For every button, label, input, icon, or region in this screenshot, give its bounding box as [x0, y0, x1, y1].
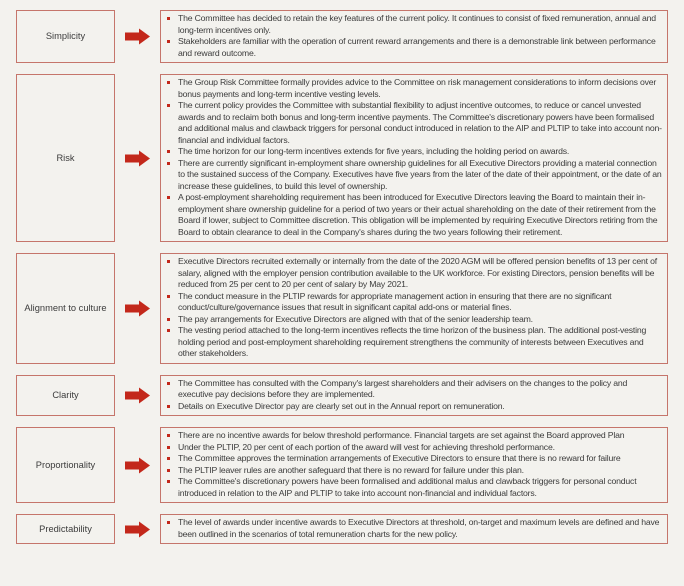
section-row-predictability: [16, 514, 668, 544]
bullet-square-icon: [167, 318, 170, 321]
bullet-square-icon: [167, 521, 170, 524]
section-bullets-box: [160, 427, 668, 503]
bullet-text: There are no incentive awards for below threshold performance. Financial targets are set against the Board approved Plan: [178, 430, 625, 440]
bullet-item: [165, 77, 662, 100]
bullet-square-icon: [167, 469, 170, 472]
section-label: Proportionality: [35, 459, 96, 470]
bullet-text: The vesting period attached to the long-term incentives reflects the time horizon of the business plan. The additional post-vesting holding period and post-employment shareholding requirement strengthens the community of interests between Executives and other stakeholders.: [178, 325, 647, 358]
section-label-box: [16, 514, 115, 544]
section-label-box: [16, 427, 115, 503]
bullet-square-icon: [167, 434, 170, 437]
bullet-text: The Group Risk Committee formally provides advice to the Committee on risk management considerations to inform decisions over bonus payments and long-term incentive vesting levels.: [178, 77, 657, 99]
bullet-item: [165, 465, 662, 477]
bullet-item: [165, 36, 662, 59]
right-block-arrow-icon: [115, 427, 160, 503]
right-block-arrow-icon: [115, 10, 160, 63]
bullet-item: [165, 100, 662, 146]
bullet-list: [165, 378, 662, 413]
bullet-list: [165, 430, 662, 499]
bullet-text: The time horizon for our long-term incentives extends for five years, including the holding period on awards.: [178, 146, 570, 156]
bullet-item: [165, 256, 662, 291]
bullet-item: [165, 378, 662, 401]
section-row-alignment-to-culture: [16, 253, 668, 364]
bullet-square-icon: [167, 480, 170, 483]
bullet-square-icon: [167, 260, 170, 263]
bullet-item: [165, 453, 662, 465]
bullet-text: Details on Executive Director pay are clearly set out in the Annual report on remuneration.: [178, 400, 505, 411]
section-row-simplicity: [16, 10, 668, 63]
bullet-list: [165, 256, 662, 360]
bullet-square-icon: [167, 150, 170, 153]
section-label: Alignment to culture: [24, 302, 107, 313]
section-bullets-box: [160, 514, 668, 544]
right-block-arrow-icon: [115, 74, 160, 242]
bullet-text: Under the PLTIP, 20 per cent of each portion of the award will vest for achieving threshold performance.: [178, 441, 555, 452]
bullet-square-icon: [167, 104, 170, 107]
bullet-text: Stakeholders are familiar with the operation of current reward arrangements and there is a demonstrable link between performance and reward outcome.: [178, 36, 656, 58]
bullet-square-icon: [167, 17, 170, 20]
bullet-text: There are currently significant in-employment share ownership guidelines for all Executive Directors providing a material connection to the sustained success of the Company. Executives have five years from the later of the date of their appointment, or the date of an increase these guidelines, to build this level of ownership.: [178, 157, 662, 191]
section-bullets-box: [160, 10, 668, 63]
bullet-text: Executive Directors recruited externally or internally from the date of the 2020 AGM will be offered pension benefits of 13 per cent of salary, aligned with the employer pension contribution available to the UK workforce. For existing Directors, pension benefits will be reduced from 25 per cent to 20 per cent of salary by May 2021.: [178, 256, 657, 289]
section-label: Risk: [56, 152, 75, 163]
bullet-text: The level of awards under incentive awards to Executive Directors at threshold, on-target and maximum levels are defined and have been outlined in the scenarios of total remuneration charts for the new policy.: [178, 517, 660, 539]
bullet-square-icon: [167, 329, 170, 332]
section-label-box: [16, 74, 115, 242]
bullet-list: [165, 77, 662, 238]
bullet-list: [165, 517, 662, 540]
section-label: Clarity: [52, 389, 79, 400]
bullet-text: The pay arrangements for Executive Directors are aligned with that of the senior leadership team.: [178, 313, 533, 324]
section-bullets-box: [160, 253, 668, 364]
section-label-box: [16, 375, 115, 417]
right-block-arrow-icon: [115, 375, 160, 417]
bullet-square-icon: [167, 40, 170, 43]
bullet-item: [165, 146, 662, 158]
bullet-item: [165, 314, 662, 326]
bullet-text: A post-employment shareholding requirement has been introduced for Executive Directors leaving the Board to maintain their in-employment share ownership guideline for a period of two years or their actual shareholding on the date of their retirement from the Board if lower, subject to Committee discretion. This obligation will be implemented by requiring Executive Directors retiring from the Board to obtain clearance to deal in the Company's shares during the two years following their retirement.: [178, 192, 658, 237]
section-bullets-box: [160, 375, 668, 417]
section-label: Simplicity: [45, 31, 86, 41]
bullet-item: [165, 517, 662, 540]
section-bullets-box: [160, 74, 668, 242]
section-rows: [16, 10, 668, 544]
section-row-proportionality: [16, 427, 668, 503]
bullet-item: [165, 158, 662, 193]
bullet-text: The Committee's discretionary powers have been formalised and additional malus and clawback triggers for personal conduct introduced in relation to the AIP and PLTIP to take into account non-financial and individual factors.: [178, 476, 637, 498]
bullet-square-icon: [167, 382, 170, 385]
bullet-item: [165, 401, 662, 413]
bullet-item: [165, 291, 662, 314]
bullet-square-icon: [167, 405, 170, 408]
bullet-square-icon: [167, 196, 170, 199]
bullet-square-icon: [167, 81, 170, 84]
section-label-box: [16, 253, 115, 364]
bullet-square-icon: [167, 162, 170, 165]
bullet-text: The Committee has consulted with the Company's largest shareholders and their advisers on the changes to the policy and executive pay decisions before they are implemented.: [178, 377, 628, 399]
bullet-item: [165, 430, 662, 442]
right-block-arrow-icon: [115, 514, 160, 544]
bullet-square-icon: [167, 446, 170, 449]
bullet-item: [165, 476, 662, 499]
bullet-text: The current policy provides the Committee with substantial flexibility to adjust incentive outcomes, to reduce or cancel unvested awards and to reclaim both bonus and long-term incentive payments. The Committee's discretionary powers have been formalised and additional malus and clawback triggers for personal conduct introduced in relation to the AIP and PLTIP to take into account non-financial and individual factors.: [178, 100, 662, 145]
bullet-square-icon: [167, 295, 170, 298]
bullet-square-icon: [167, 457, 170, 460]
right-block-arrow-icon: [115, 253, 160, 364]
bullet-item: [165, 192, 662, 238]
section-label-box: [16, 10, 115, 63]
bullet-item: [165, 325, 662, 360]
bullet-item: [165, 13, 662, 36]
section-row-risk: [16, 74, 668, 242]
bullet-text: The conduct measure in the PLTIP rewards for appropriate management action in ensuring that there are no significant conduct/culture/governance issues that result in significant capital add-ons or material fines.: [178, 290, 612, 312]
section-label: Predictability: [39, 523, 92, 534]
bullet-item: [165, 442, 662, 454]
bullet-text: The Committee has decided to retain the key features of the current policy. It continues to consist of fixed remuneration, annual and long-term incentives only.: [178, 13, 656, 35]
section-row-clarity: [16, 375, 668, 417]
bullet-list: [165, 13, 662, 59]
bullet-text: The PLTIP leaver rules are another safeguard that there is no reward for failure under this plan.: [178, 464, 524, 475]
bullet-text: The Committee approves the termination arrangements of Executive Directors to ensure that there is no reward for failure: [178, 453, 621, 463]
